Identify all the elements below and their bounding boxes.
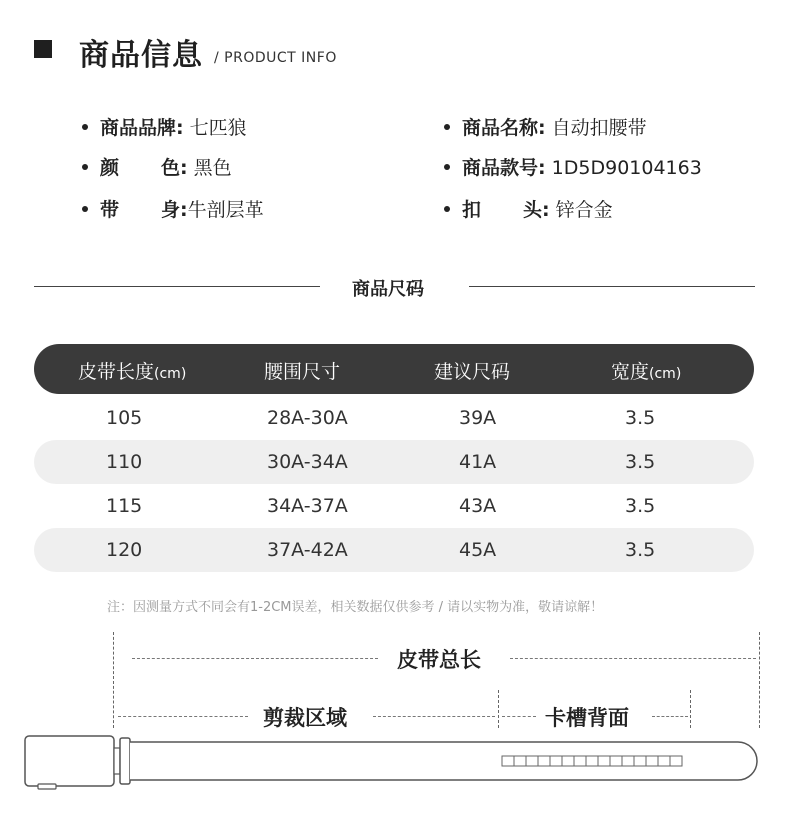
info-name-value: 自动扣腰带	[551, 117, 647, 139]
belt-buckle-icon	[25, 736, 114, 786]
header-length: 皮带长度(cm)	[78, 361, 187, 383]
info-name: 商品名称: 自动扣腰带	[444, 113, 647, 140]
info-model-value: 1D5D90104163	[551, 157, 702, 179]
bullet-icon	[82, 124, 88, 130]
bullet-icon	[444, 164, 450, 170]
guide-middle	[498, 690, 499, 728]
cut-area-label: 剪裁区域	[263, 706, 347, 730]
slot-line-left	[502, 716, 536, 717]
bullet-icon	[82, 164, 88, 170]
title-square-icon	[34, 40, 52, 58]
table-row	[34, 396, 754, 440]
header-waist: 腰围尺寸	[264, 361, 341, 383]
cell-length: 105	[106, 407, 143, 429]
page-subtitle: / PRODUCT INFO	[214, 50, 337, 66]
slot-back-label: 卡槽背面	[545, 706, 629, 730]
info-color: 颜 色: 黑色	[82, 153, 232, 180]
guide-right	[759, 632, 760, 728]
cell-suggest: 39A	[459, 407, 497, 429]
size-section-title: 商品尺码	[352, 279, 424, 300]
guide-slot-end	[690, 690, 691, 728]
cell-suggest: 43A	[459, 495, 497, 517]
cell-width: 3.5	[625, 407, 656, 429]
bullet-icon	[82, 206, 88, 212]
info-name-label: 商品名称	[462, 117, 539, 139]
cut-area-line-right	[373, 716, 495, 717]
bullet-icon	[444, 124, 450, 130]
total-length-line-right	[510, 658, 756, 659]
cell-length: 120	[106, 539, 143, 561]
guide-left	[113, 632, 114, 728]
info-body: 带 身:牛剖层革	[82, 195, 264, 222]
cell-waist: 37A-42A	[267, 539, 348, 561]
belt-illustration	[0, 728, 790, 798]
cell-length: 115	[106, 495, 143, 517]
info-brand-value: 七匹狼	[189, 117, 247, 139]
header-suggest: 建议尺码	[434, 361, 511, 383]
cut-area-line-left	[118, 716, 248, 717]
info-body-label: 带 身	[100, 199, 180, 221]
info-brand-label: 商品品牌	[100, 117, 177, 139]
measurement-note: 注：因测量方式不同会有1-2CM误差，相关数据仅供参考 / 请以实物为准，敬请谅解！	[107, 600, 604, 615]
total-length-label: 皮带总长	[397, 648, 481, 672]
info-model: 商品款号: 1D5D90104163	[444, 153, 702, 180]
divider-right	[469, 286, 755, 287]
size-table-header	[34, 344, 754, 394]
cell-width: 3.5	[625, 539, 656, 561]
info-color-label: 颜 色	[100, 157, 180, 179]
page-title: 商品信息	[79, 38, 203, 73]
info-buckle-label: 扣 头	[462, 199, 542, 221]
belt-strap	[130, 742, 757, 780]
total-length-line-left	[132, 658, 378, 659]
cell-waist: 34A-37A	[267, 495, 348, 517]
cell-width: 3.5	[625, 495, 656, 517]
table-row	[34, 484, 754, 528]
table-row	[34, 440, 754, 484]
slot-line-right	[652, 716, 688, 717]
table-row	[34, 528, 754, 572]
info-buckle-value: 锌合金	[555, 199, 613, 221]
cell-suggest: 41A	[459, 451, 497, 473]
cell-width: 3.5	[625, 451, 656, 473]
info-body-value: 牛剖层革	[187, 199, 264, 221]
info-brand: 商品品牌: 七匹狼	[82, 113, 247, 140]
divider-left	[34, 286, 320, 287]
cell-waist: 30A-34A	[267, 451, 348, 473]
info-model-label: 商品款号	[462, 157, 539, 179]
info-color-value: 黑色	[193, 157, 232, 179]
bullet-icon	[444, 206, 450, 212]
info-buckle: 扣 头: 锌合金	[444, 195, 613, 222]
cell-length: 110	[106, 451, 143, 473]
header-width: 宽度(cm)	[611, 361, 682, 383]
cell-waist: 28A-30A	[267, 407, 348, 429]
cell-suggest: 45A	[459, 539, 497, 561]
